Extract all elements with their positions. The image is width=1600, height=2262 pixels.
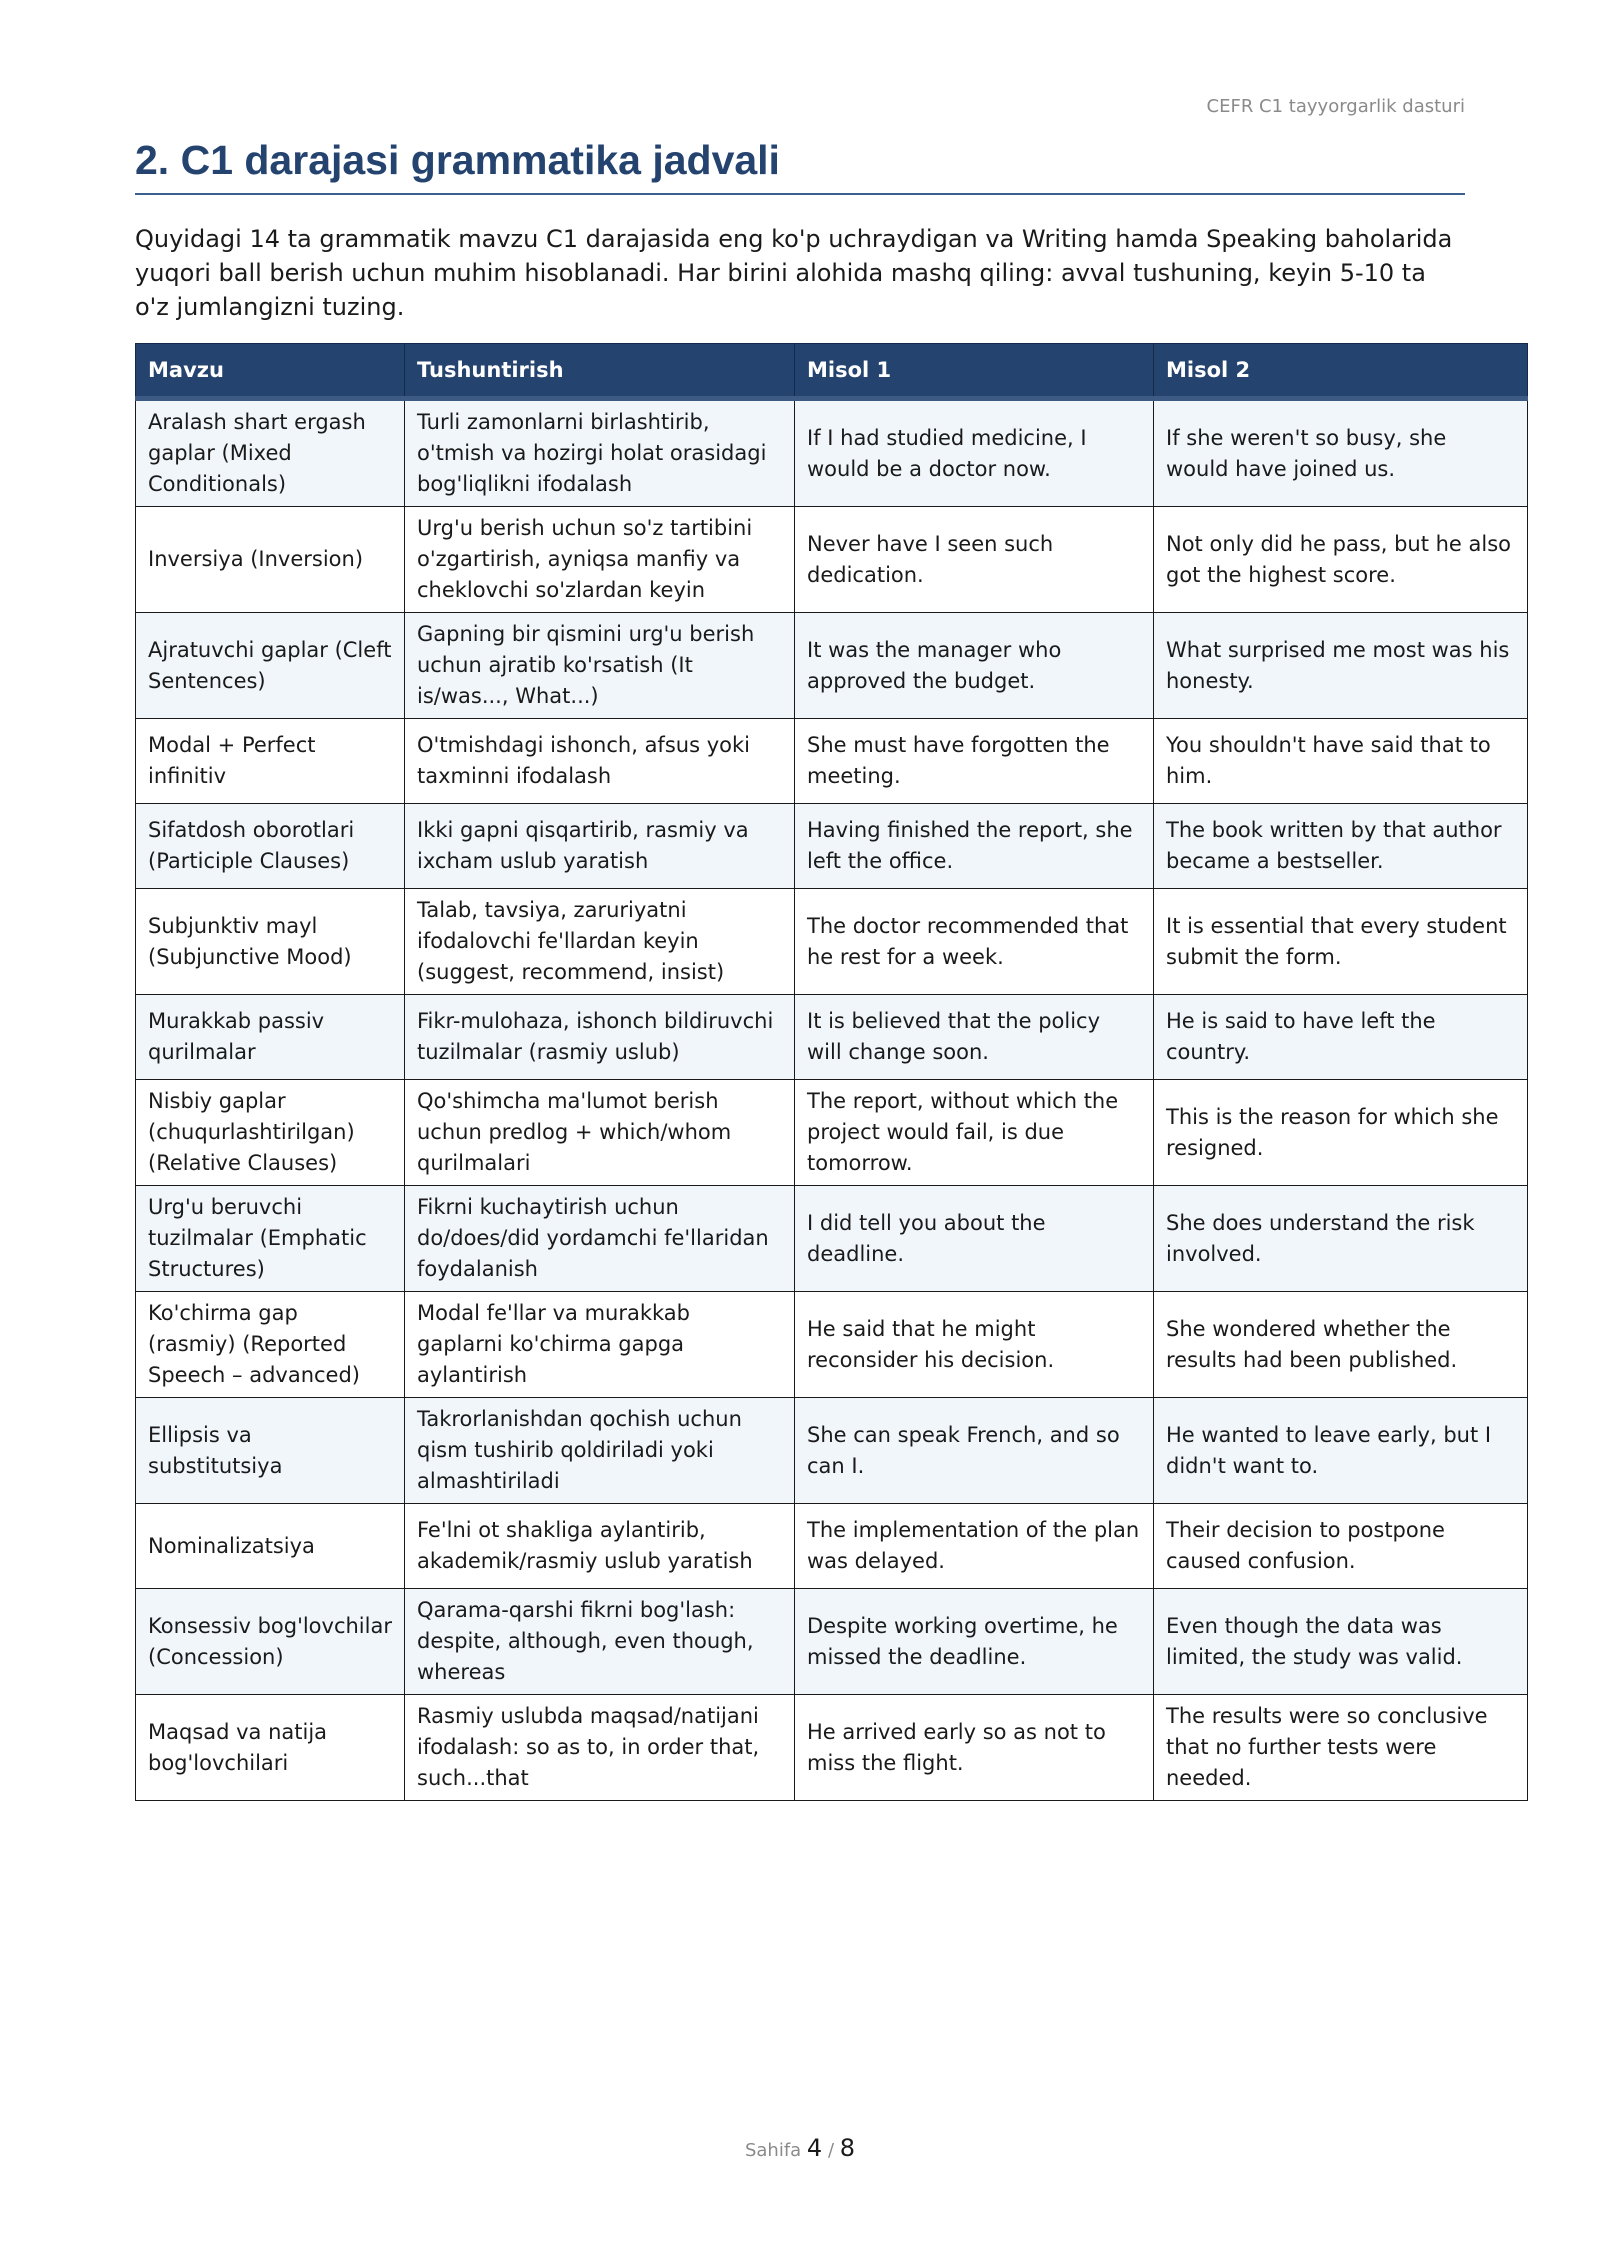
example-1-cell: It was the manager who approved the budget.: [795, 613, 1154, 719]
example-1-cell: The implementation of the plan was delayed.: [795, 1504, 1154, 1589]
table-row: [136, 1080, 1528, 1186]
topic-cell: Konsessiv bog'lovchilar (Concession): [136, 1589, 405, 1695]
table-row: [136, 1504, 1528, 1589]
example-1-cell: He said that he might reconsider his decision.: [795, 1292, 1154, 1398]
intro-paragraph: Quyidagi 14 ta grammatik mavzu C1 darajasida eng ko'p uchraydigan va Writing hamda Speaking baholarida yuqori ball berish uchun muhim hisoblanadi. Har birini alohida mashq qiling: avval tushuning, keyin 5-10 ta o'z jumlangizni tuzing.: [135, 225, 1453, 321]
example-1-cell: He arrived early so as not to miss the flight.: [795, 1695, 1154, 1801]
topic-cell: Ellipsis va substitutsiya: [136, 1398, 405, 1504]
explanation-cell: Rasmiy uslubda maqsad/natijani ifodalash: so as to, in order that, such...that: [405, 1695, 795, 1801]
example-1-cell: Despite working overtime, he missed the deadline.: [795, 1589, 1154, 1695]
example-2-cell: Not only did he pass, but he also got the highest score.: [1154, 507, 1528, 613]
page-number: 4: [806, 2134, 823, 2162]
topic-cell: Ajratuvchi gaplar (Cleft Sentences): [136, 613, 405, 719]
title-divider: [135, 193, 1465, 195]
table-row: [136, 719, 1528, 804]
example-2-cell: She does understand the risk involved.: [1154, 1186, 1528, 1292]
explanation-cell: Gapning bir qismini urg'u berish uchun ajratib ko'rsatish (It is/was..., What...): [405, 613, 795, 719]
explanation-cell: Fikrni kuchaytirish uchun do/does/did yordamchi fe'llaridan foydalanish: [405, 1186, 795, 1292]
table-row: [136, 613, 1528, 719]
table-row: [136, 889, 1528, 995]
table-row: [136, 804, 1528, 889]
table-row: [136, 1695, 1528, 1801]
topic-cell: Ko'chirma gap (rasmiy) (Reported Speech – advanced): [136, 1292, 405, 1398]
example-1-cell: The doctor recommended that he rest for a week.: [795, 889, 1154, 995]
header-example-2: Misol 2: [1154, 344, 1528, 399]
table-row: [136, 995, 1528, 1080]
topic-cell: Modal + Perfect infinitiv: [136, 719, 405, 804]
table-row: [136, 1292, 1528, 1398]
table-row: [136, 1398, 1528, 1504]
grammar-table: [135, 343, 1528, 1801]
example-1-cell: Having finished the report, she left the office.: [795, 804, 1154, 889]
example-1-cell: She can speak French, and so can I.: [795, 1398, 1154, 1504]
topic-cell: Aralash shart ergash gaplar (Mixed Conditionals): [136, 399, 405, 507]
explanation-cell: O'tmishdagi ishonch, afsus yoki taxminni ifodalash: [405, 719, 795, 804]
topic-cell: Subjunktiv mayl (Subjunctive Mood): [136, 889, 405, 995]
topic-cell: Sifatdosh oborotlari (Participle Clauses): [136, 804, 405, 889]
table-row: [136, 399, 1528, 507]
explanation-cell: Talab, tavsiya, zaruriyatni ifodalovchi fe'llardan keyin (suggest, recommend, insist): [405, 889, 795, 995]
explanation-cell: Modal fe'llar va murakkab gaplarni ko'chirma gapga aylantirish: [405, 1292, 795, 1398]
example-1-cell: The report, without which the project would fail, is due tomorrow.: [795, 1080, 1154, 1186]
explanation-cell: Qarama-qarshi fikrni bog'lash: despite, although, even though, whereas: [405, 1589, 795, 1695]
explanation-cell: Turli zamonlarni birlashtirib, o'tmish va hozirgi holat orasidagi bog'liqlikni ifodalash: [405, 399, 795, 507]
topic-cell: Maqsad va natija bog'lovchilari: [136, 1695, 405, 1801]
topic-cell: Murakkab passiv qurilmalar: [136, 995, 405, 1080]
example-1-cell: If I had studied medicine, I would be a doctor now.: [795, 399, 1154, 507]
example-2-cell: What surprised me most was his honesty.: [1154, 613, 1528, 719]
header-explanation: Tushuntirish: [405, 344, 795, 399]
example-2-cell: She wondered whether the results had been published.: [1154, 1292, 1528, 1398]
example-2-cell: If she weren't so busy, she would have joined us.: [1154, 399, 1528, 507]
explanation-cell: Ikki gapni qisqartirib, rasmiy va ixcham uslub yaratish: [405, 804, 795, 889]
example-1-cell: Never have I seen such dedication.: [795, 507, 1154, 613]
example-1-cell: I did tell you about the deadline.: [795, 1186, 1154, 1292]
explanation-cell: Qo'shimcha ma'lumot berish uchun predlog + which/whom qurilmalari: [405, 1080, 795, 1186]
example-2-cell: Their decision to postpone caused confusion.: [1154, 1504, 1528, 1589]
topic-cell: Nominalizatsiya: [136, 1504, 405, 1589]
topic-cell: Nisbiy gaplar (chuqurlashtirilgan) (Relative Clauses): [136, 1080, 405, 1186]
example-2-cell: The results were so conclusive that no further tests were needed.: [1154, 1695, 1528, 1801]
example-2-cell: He is said to have left the country.: [1154, 995, 1528, 1080]
example-2-cell: It is essential that every student submit the form.: [1154, 889, 1528, 995]
header-example-1: Misol 1: [795, 344, 1154, 399]
page-separator: /: [827, 2140, 835, 2161]
example-2-cell: This is the reason for which she resigned.: [1154, 1080, 1528, 1186]
running-header: CEFR C1 tayyorgarlik dasturi: [1206, 96, 1465, 117]
topic-cell: Inversiya (Inversion): [136, 507, 405, 613]
table-row: [136, 1186, 1528, 1292]
section-title: 2. C1 darajasi grammatika jadvali: [135, 137, 780, 183]
table-row: [136, 1589, 1528, 1695]
page-label: Sahifa: [744, 2140, 802, 2161]
table-row: [136, 507, 1528, 613]
table-header-row: [136, 344, 1528, 399]
example-2-cell: You shouldn't have said that to him.: [1154, 719, 1528, 804]
page-footer: [0, 2134, 1600, 2162]
explanation-cell: Urg'u berish uchun so'z tartibini o'zgartirish, ayniqsa manfiy va cheklovchi so'zlardan keyin: [405, 507, 795, 613]
topic-cell: Urg'u beruvchi tuzilmalar (Emphatic Structures): [136, 1186, 405, 1292]
explanation-cell: Fe'lni ot shakliga aylantirib, akademik/rasmiy uslub yaratish: [405, 1504, 795, 1589]
example-1-cell: She must have forgotten the meeting.: [795, 719, 1154, 804]
example-2-cell: The book written by that author became a bestseller.: [1154, 804, 1528, 889]
example-2-cell: Even though the data was limited, the study was valid.: [1154, 1589, 1528, 1695]
explanation-cell: Takrorlanishdan qochish uchun qism tushirib qoldiriladi yoki almashtiriladi: [405, 1398, 795, 1504]
example-2-cell: He wanted to leave early, but I didn't want to.: [1154, 1398, 1528, 1504]
header-topic: Mavzu: [136, 344, 405, 399]
explanation-cell: Fikr-mulohaza, ishonch bildiruvchi tuzilmalar (rasmiy uslub): [405, 995, 795, 1080]
page-total: 8: [839, 2134, 856, 2162]
example-1-cell: It is believed that the policy will change soon.: [795, 995, 1154, 1080]
